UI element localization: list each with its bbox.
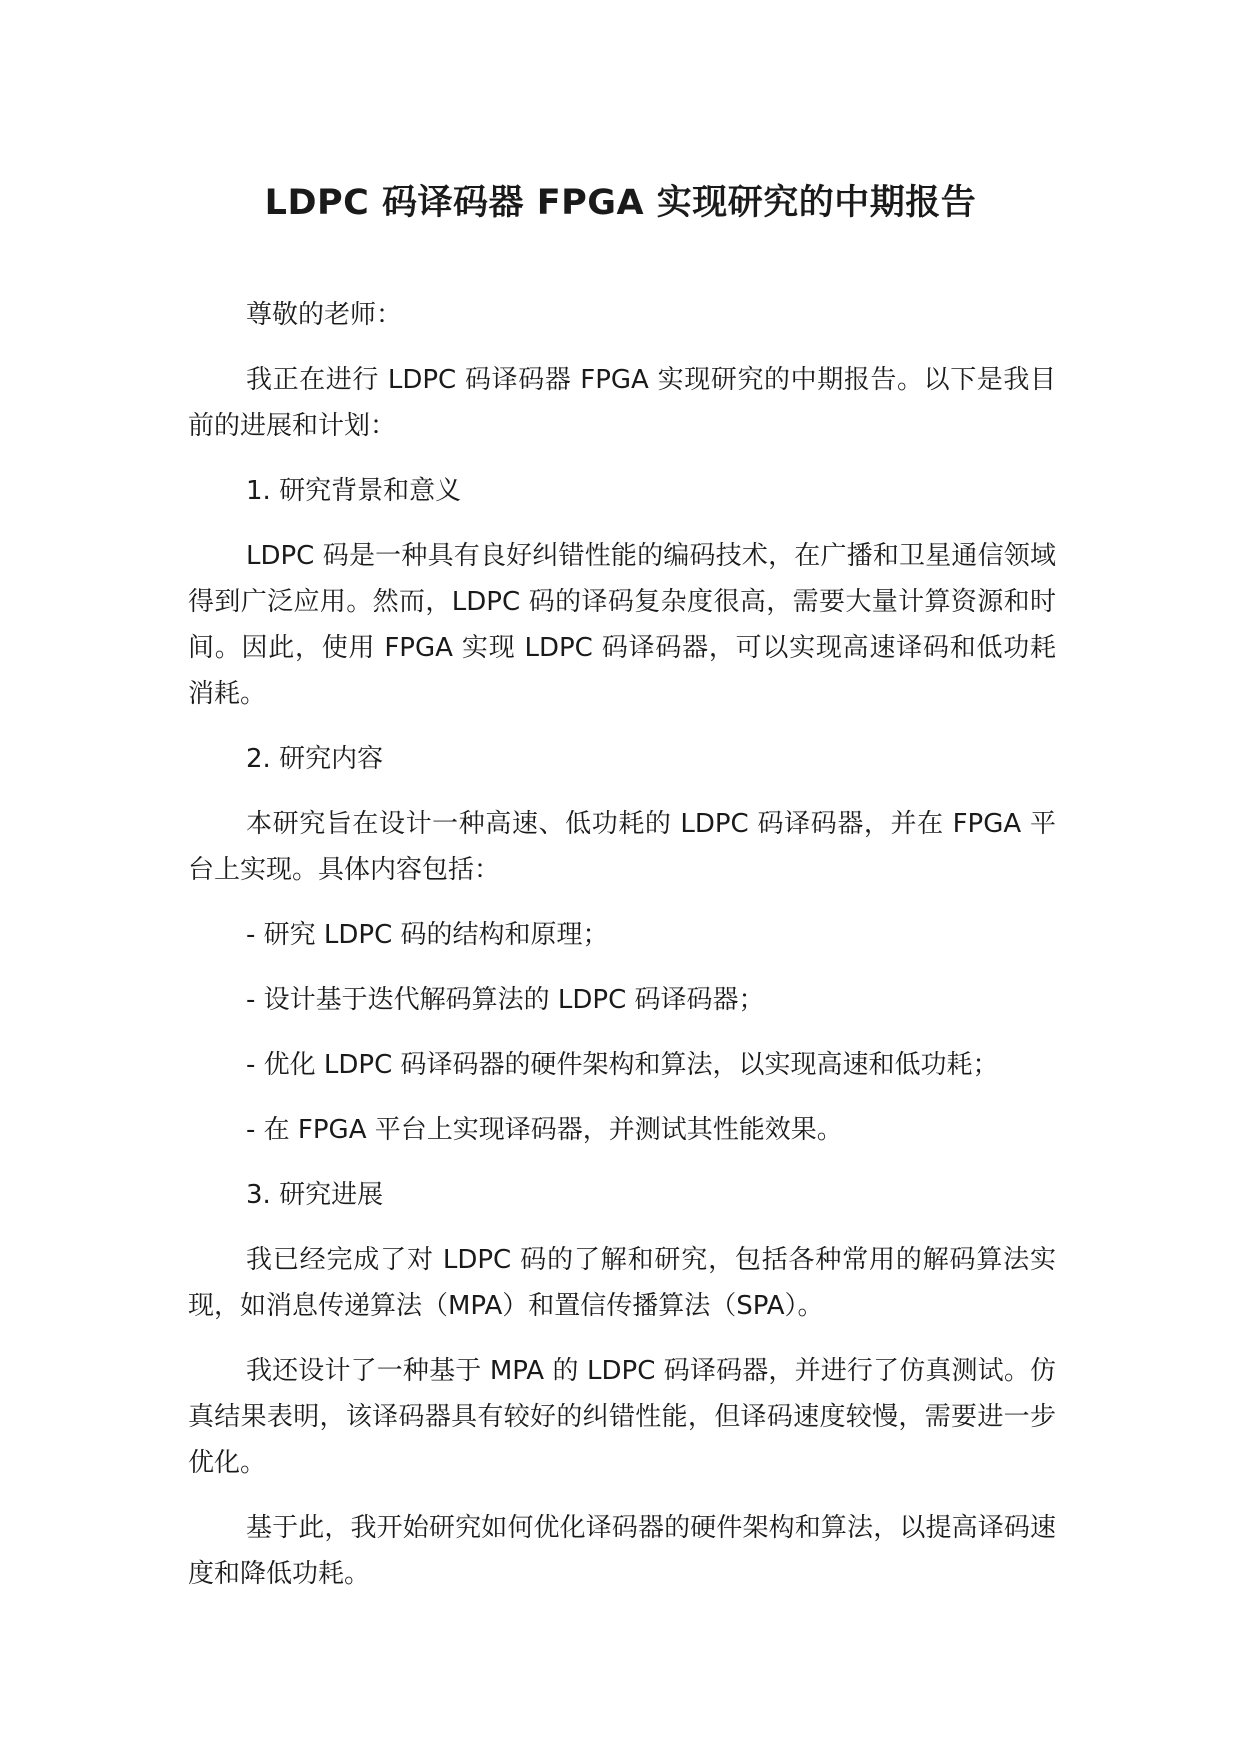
- progress-paragraph: 基于此，我开始研究如何优化译码器的硬件架构和算法，以提高译码速度和降低功耗。: [188, 1513, 1056, 1589]
- section-heading-content: 2. 研究内容: [246, 744, 384, 774]
- intro-paragraph: 我正在进行 LDPC 码译码器 FPGA 实现研究的中期报告。以下是我目前的进展和计划：: [188, 365, 1056, 441]
- salutation: 尊敬的老师：: [246, 300, 403, 330]
- progress-paragraph: 我已经完成了对 LDPC 码的了解和研究，包括各种常用的解码算法实现，如消息传递算法（MPA）和置信传播算法（SPA）。: [188, 1245, 1056, 1321]
- document-title: LDPC 码译码器 FPGA 实现研究的中期报告: [264, 183, 977, 223]
- list-item: - 在 FPGA 平台上实现译码器，并测试其性能效果。: [246, 1115, 843, 1145]
- list-item: - 优化 LDPC 码译码器的硬件架构和算法，以实现高速和低功耗；: [246, 1050, 999, 1080]
- document-body: [188, 292, 1056, 1616]
- list-item: - 研究 LDPC 码的结构和原理；: [246, 920, 609, 950]
- content-paragraph: 本研究旨在设计一种高速、低功耗的 LDPC 码译码器，并在 FPGA 平台上实现。具体内容包括：: [188, 809, 1056, 885]
- list-item: - 设计基于迭代解码算法的 LDPC 码译码器；: [246, 985, 765, 1015]
- progress-paragraph: 我还设计了一种基于 MPA 的 LDPC 码译码器，并进行了仿真测试。仿真结果表明，该译码器具有较好的纠错性能，但译码速度较慢，需要进一步优化。: [188, 1356, 1056, 1478]
- background-paragraph: LDPC 码是一种具有良好纠错性能的编码技术，在广播和卫星通信领域得到广泛应用。然而，LDPC 码的译码复杂度很高，需要大量计算资源和时间。因此，使用 FPGA 实现 LDPC 码译码器，可以实现高速译码和低功耗消耗。: [188, 541, 1056, 709]
- section-heading-progress: 3. 研究进展: [246, 1180, 384, 1210]
- section-heading-background: 1. 研究背景和意义: [246, 476, 462, 506]
